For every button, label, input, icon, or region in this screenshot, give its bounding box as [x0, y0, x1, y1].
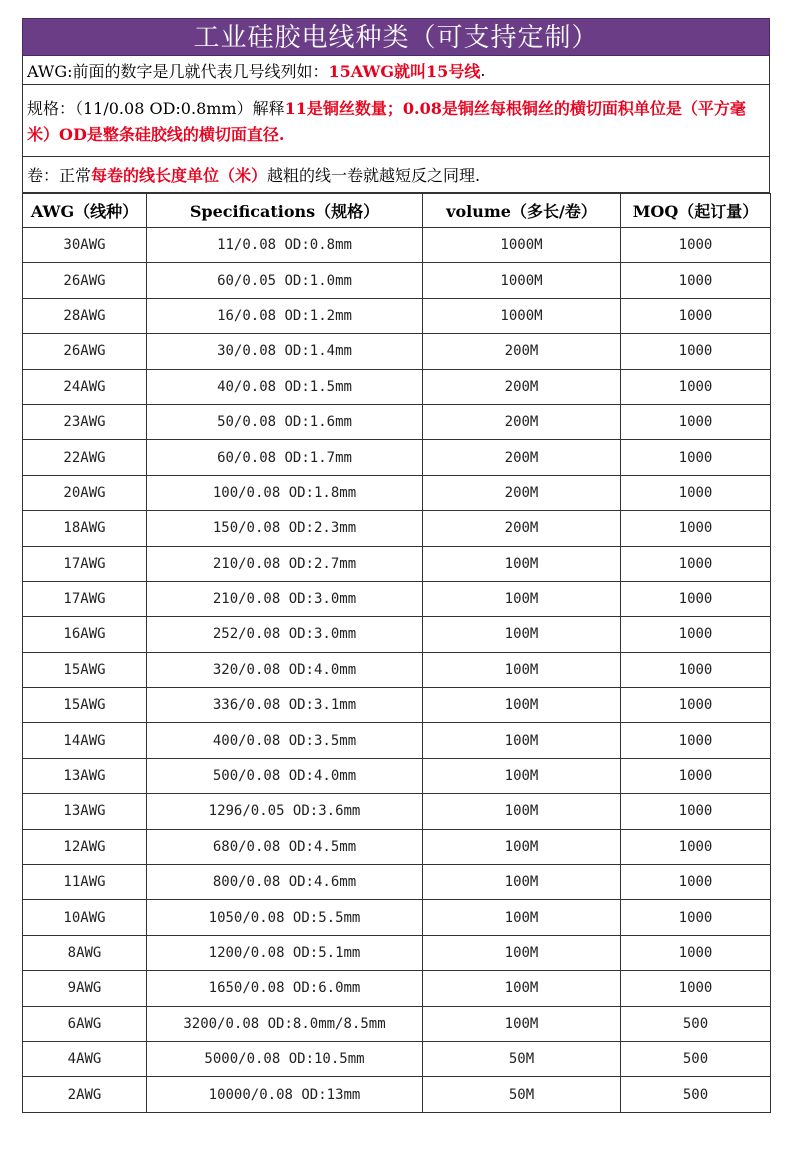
- header-awg: AWG（线种）: [23, 194, 147, 228]
- cell-moq: 1000: [621, 228, 771, 263]
- cell-awg: 14AWG: [23, 723, 147, 758]
- roll-note: [22, 157, 770, 193]
- table-row: [23, 1006, 771, 1041]
- roll-note-prefix: 卷：正常: [27, 166, 92, 185]
- cell-volume: 100M: [423, 652, 621, 687]
- awg-note-highlight: 15AWG就叫15号线: [328, 61, 481, 81]
- cell-awg: 26AWG: [23, 263, 147, 298]
- cell-moq: 1000: [621, 865, 771, 900]
- cell-awg: 23AWG: [23, 404, 147, 439]
- cell-volume: 200M: [423, 475, 621, 510]
- cell-volume: 100M: [423, 829, 621, 864]
- table-row: [23, 475, 771, 510]
- cell-awg: 6AWG: [23, 1006, 147, 1041]
- cell-volume: 50M: [423, 1041, 621, 1076]
- table-row: [23, 935, 771, 970]
- table-row: [23, 334, 771, 369]
- cell-specification: 210/0.08 OD:2.7mm: [147, 546, 423, 581]
- spec-note-highlight: 11是铜丝数量；0.08是铜丝每根铜丝的横切面积单位是（平方毫米）OD是整条硅胶线的横切面直径.: [27, 98, 746, 144]
- cell-moq: 1000: [621, 546, 771, 581]
- cell-awg: 15AWG: [23, 652, 147, 687]
- table-row: [23, 1041, 771, 1076]
- awg-note-suffix: .: [480, 60, 486, 80]
- cell-specification: 16/0.08 OD:1.2mm: [147, 298, 423, 333]
- cell-specification: 5000/0.08 OD:10.5mm: [147, 1041, 423, 1076]
- cell-moq: 1000: [621, 475, 771, 510]
- table-row: [23, 511, 771, 546]
- cell-awg: 17AWG: [23, 581, 147, 616]
- cell-volume: 100M: [423, 935, 621, 970]
- cell-specification: 30/0.08 OD:1.4mm: [147, 334, 423, 369]
- cell-volume: 100M: [423, 758, 621, 793]
- table-row: [23, 617, 771, 652]
- cell-specification: 10000/0.08 OD:13mm: [147, 1077, 423, 1112]
- cell-awg: 11AWG: [23, 865, 147, 900]
- cell-moq: 500: [621, 1077, 771, 1112]
- cell-specification: 252/0.08 OD:3.0mm: [147, 617, 423, 652]
- cell-specification: 500/0.08 OD:4.0mm: [147, 758, 423, 793]
- cell-volume: 100M: [423, 971, 621, 1006]
- cell-specification: 800/0.08 OD:4.6mm: [147, 865, 423, 900]
- cell-moq: 1000: [621, 758, 771, 793]
- cell-moq: 1000: [621, 263, 771, 298]
- table-row: [23, 723, 771, 758]
- cell-awg: 15AWG: [23, 688, 147, 723]
- cell-specification: 50/0.08 OD:1.6mm: [147, 404, 423, 439]
- cell-volume: 200M: [423, 404, 621, 439]
- table-row: [23, 228, 771, 263]
- cell-specification: 11/0.08 OD:0.8mm: [147, 228, 423, 263]
- header-moq: MOQ（起订量）: [621, 194, 771, 228]
- cell-awg: 17AWG: [23, 546, 147, 581]
- cell-moq: 1000: [621, 688, 771, 723]
- cell-volume: 100M: [423, 546, 621, 581]
- cell-volume: 200M: [423, 369, 621, 404]
- header-volume: volume（多长/卷）: [423, 194, 621, 228]
- table-row: [23, 369, 771, 404]
- cell-moq: 500: [621, 1041, 771, 1076]
- cell-volume: 100M: [423, 617, 621, 652]
- cell-specification: 100/0.08 OD:1.8mm: [147, 475, 423, 510]
- wire-spec-table: [22, 193, 771, 1113]
- cell-volume: 200M: [423, 440, 621, 475]
- cell-specification: 1050/0.08 OD:5.5mm: [147, 900, 423, 935]
- page-title: 工业硅胶电线种类（可支持定制）: [22, 18, 770, 56]
- cell-awg: 12AWG: [23, 829, 147, 864]
- table-row: [23, 688, 771, 723]
- cell-volume: 100M: [423, 1006, 621, 1041]
- cell-awg: 24AWG: [23, 369, 147, 404]
- cell-moq: 1000: [621, 334, 771, 369]
- cell-specification: 150/0.08 OD:2.3mm: [147, 511, 423, 546]
- cell-awg: 4AWG: [23, 1041, 147, 1076]
- cell-specification: 1200/0.08 OD:5.1mm: [147, 935, 423, 970]
- awg-note: [22, 56, 770, 85]
- table-row: [23, 971, 771, 1006]
- cell-volume: 200M: [423, 334, 621, 369]
- cell-moq: 1000: [621, 369, 771, 404]
- table-row: [23, 758, 771, 793]
- table-body: [23, 228, 771, 1113]
- cell-moq: 1000: [621, 440, 771, 475]
- cell-moq: 1000: [621, 971, 771, 1006]
- table-row: [23, 263, 771, 298]
- cell-awg: 26AWG: [23, 334, 147, 369]
- cell-specification: 40/0.08 OD:1.5mm: [147, 369, 423, 404]
- table-row: [23, 298, 771, 333]
- cell-volume: 100M: [423, 723, 621, 758]
- table-row: [23, 404, 771, 439]
- cell-specification: 60/0.08 OD:1.7mm: [147, 440, 423, 475]
- cell-moq: 500: [621, 1006, 771, 1041]
- cell-moq: 1000: [621, 829, 771, 864]
- cell-awg: 22AWG: [23, 440, 147, 475]
- cell-specification: 320/0.08 OD:4.0mm: [147, 652, 423, 687]
- cell-awg: 8AWG: [23, 935, 147, 970]
- cell-moq: 1000: [621, 900, 771, 935]
- roll-note-suffix: 越粗的线一卷就越短反之同理.: [267, 166, 481, 185]
- spec-note: [22, 85, 770, 157]
- awg-note-prefix: AWG:前面的数字是几就代表几号线列如：: [27, 61, 329, 81]
- cell-moq: 1000: [621, 404, 771, 439]
- table-row: [23, 1077, 771, 1112]
- table-row: [23, 865, 771, 900]
- roll-note-highlight: 每卷的线长度单位（米）: [91, 166, 268, 185]
- cell-moq: 1000: [621, 652, 771, 687]
- table-row: [23, 900, 771, 935]
- table-row: [23, 440, 771, 475]
- cell-specification: 3200/0.08 OD:8.0mm/8.5mm: [147, 1006, 423, 1041]
- cell-volume: 1000M: [423, 298, 621, 333]
- table-header-row: [23, 194, 771, 228]
- cell-moq: 1000: [621, 794, 771, 829]
- cell-awg: 16AWG: [23, 617, 147, 652]
- header-specifications: Specifications（规格）: [147, 194, 423, 228]
- cell-awg: 13AWG: [23, 794, 147, 829]
- cell-specification: 336/0.08 OD:3.1mm: [147, 688, 423, 723]
- cell-moq: 1000: [621, 298, 771, 333]
- cell-moq: 1000: [621, 935, 771, 970]
- cell-volume: 1000M: [423, 263, 621, 298]
- cell-specification: 1650/0.08 OD:6.0mm: [147, 971, 423, 1006]
- table-row: [23, 546, 771, 581]
- cell-volume: 100M: [423, 865, 621, 900]
- cell-volume: 50M: [423, 1077, 621, 1112]
- cell-awg: 18AWG: [23, 511, 147, 546]
- cell-specification: 210/0.08 OD:3.0mm: [147, 581, 423, 616]
- cell-specification: 1296/0.05 OD:3.6mm: [147, 794, 423, 829]
- cell-specification: 680/0.08 OD:4.5mm: [147, 829, 423, 864]
- cell-volume: 100M: [423, 900, 621, 935]
- table-row: [23, 794, 771, 829]
- cell-moq: 1000: [621, 617, 771, 652]
- table-row: [23, 829, 771, 864]
- cell-awg: 13AWG: [23, 758, 147, 793]
- cell-awg: 2AWG: [23, 1077, 147, 1112]
- cell-awg: 28AWG: [23, 298, 147, 333]
- cell-awg: 9AWG: [23, 971, 147, 1006]
- cell-moq: 1000: [621, 723, 771, 758]
- cell-moq: 1000: [621, 581, 771, 616]
- cell-volume: 100M: [423, 794, 621, 829]
- spec-note-prefix: 规格：（11/0.08 OD:0.8mm）解释: [27, 98, 285, 118]
- wire-spec-sheet: [22, 18, 770, 1113]
- cell-moq: 1000: [621, 511, 771, 546]
- cell-volume: 100M: [423, 581, 621, 616]
- cell-specification: 400/0.08 OD:3.5mm: [147, 723, 423, 758]
- cell-awg: 10AWG: [23, 900, 147, 935]
- cell-volume: 1000M: [423, 228, 621, 263]
- cell-volume: 100M: [423, 688, 621, 723]
- cell-awg: 20AWG: [23, 475, 147, 510]
- cell-specification: 60/0.05 OD:1.0mm: [147, 263, 423, 298]
- cell-awg: 30AWG: [23, 228, 147, 263]
- table-row: [23, 652, 771, 687]
- table-row: [23, 581, 771, 616]
- cell-volume: 200M: [423, 511, 621, 546]
